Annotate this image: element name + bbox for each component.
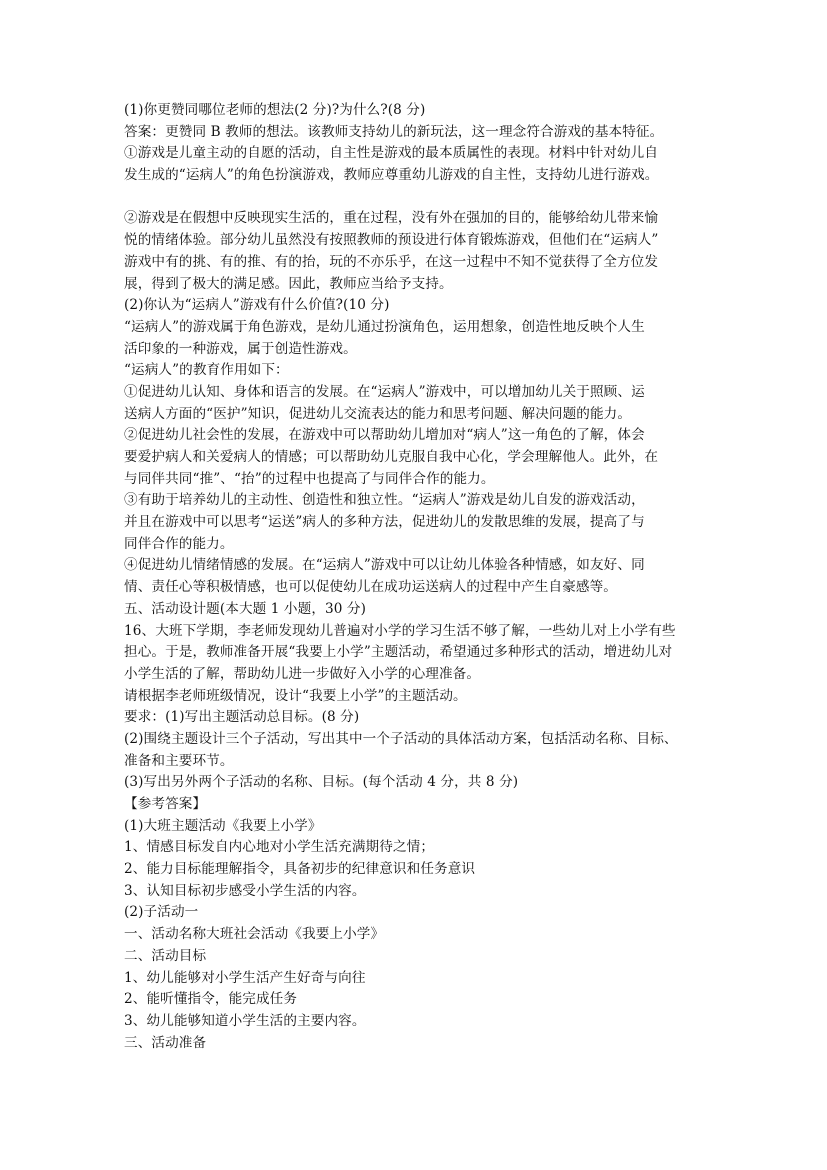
list-item: 3、幼儿能够知道小学生活的主要内容。	[124, 1012, 366, 1029]
paragraph-line: (1)大班主题活动《我要上小学》	[124, 817, 322, 834]
paragraph-line: 展，得到了极大的满足感。因此，教师应当给予支持。	[124, 275, 453, 292]
list-item: 1、幼儿能够对小学生活产生好奇与向往	[124, 969, 366, 986]
paragraph-line: 送病人方面的“医护”知识，促进幼儿交流表达的能力和思考问题、解决问题的能力。	[124, 405, 632, 422]
question-1-line: (1)你更赞同哪位老师的想法(2 分)?为什么?(8 分)	[124, 102, 426, 118]
reference-answer-heading: 【参考答案】	[124, 796, 207, 812]
paragraph-line: 小学生活的了解，帮助幼儿进一步做好入小学的心理准备。	[124, 665, 481, 682]
paragraph-line: 同伴合作的能力。	[124, 535, 234, 552]
paragraph-line: ④促进幼儿情绪情感的发展。在“运病人”游戏中可以让幼儿体验各种情感，如友好、同	[124, 557, 645, 574]
question-16-line: 16、大班下学期，李老师发现幼儿普遍对小学的学习生活不够了解，一些幼儿对上小学有些	[124, 622, 676, 639]
document-page	[124, 100, 714, 1054]
paragraph-line: 并且在游戏中可以思考“运送”病人的多种方法，促进幼儿的发散思维的发展，提高了与	[124, 514, 645, 531]
paragraph-line: 担心。于是，教师准备开展“我要上小学”主题活动，希望通过多种形式的活动，增进幼儿对	[124, 644, 673, 661]
answer-line: 答案：更赞同 B 教师的想法。该教师支持幼儿的新玩法，这一理念符合游戏的基本特征。	[124, 123, 664, 140]
list-item: 2、能听懂指令，能完成任务	[124, 991, 298, 1008]
paragraph-line: “运病人”的游戏属于角色游戏，是幼儿通过扮演角色，运用想象，创造性地反映个人生	[124, 318, 645, 335]
list-item: 3、认知目标初步感受小学生活的内容。	[124, 882, 366, 899]
paragraph-line: ②游戏是在假想中反映现实生活的，重在过程，没有外在强加的目的，能够给幼儿带来愉	[124, 210, 659, 227]
paragraph-line: 与同伴共同“推”、“抬”的过程中也提高了与同伴合作的能力。	[124, 470, 495, 487]
list-item: 2、能力目标能理解指令，具备初步的纪律意识和任务意识	[124, 861, 476, 878]
paragraph-line: 悦的情绪体验。部分幼儿虽然没有按照教师的预设进行体育锻炼游戏，但他们在“运病人”	[124, 232, 659, 249]
section-heading: 五、活动设计题(本大题 1 小题，30 分)	[124, 600, 367, 617]
paragraph-line: “运病人”的教育作用如下：	[124, 362, 289, 379]
paragraph-line: 情、责任心等积极情感，也可以促使幼儿在成功运送病人的过程中产生自豪感等。	[124, 579, 617, 596]
question-2-line: (2)你认为“运病人”游戏有什么价值?(10 分)	[124, 297, 390, 314]
paragraph-line: ①游戏是儿童主动的自愿的活动，自主性是游戏的最本质属性的表现。材料中针对幼儿自	[124, 145, 659, 162]
paragraph-line: 要爱护病人和关爱病人的情感；可以帮助幼儿克服自我中心化，学会理解他人。此外，在	[124, 449, 659, 465]
requirement-line: 准备和主要环节。	[124, 752, 234, 769]
paragraph-line: ①促进幼儿认知、身体和语言的发展。在“运病人”游戏中，可以增加幼儿关于照顾、运	[124, 383, 645, 400]
list-item: 1、情感目标发自内心地对小学生活充满期待之情；	[124, 839, 435, 856]
paragraph-line: 一、活动名称大班社会活动《我要上小学》	[124, 926, 385, 943]
blank-line	[124, 187, 714, 209]
requirement-line: 要求：(1)写出主题活动总目标。(8 分)	[124, 709, 360, 726]
paragraph-line: 发生成的“运病人”的角色扮演游戏，教师应尊重幼儿游戏的自主性，支持幼儿进行游戏。	[124, 167, 659, 184]
requirement-line: (2)围绕主题设计三个子活动，写出其中一个子活动的具体活动方案，包括活动名称、目标、	[124, 730, 678, 747]
requirement-line: (3)写出另外两个子活动的名称、目标。(每个活动 4 分，共 8 分)	[124, 774, 519, 791]
paragraph-line: 请根据李老师班级情况，设计“我要上小学”的主题活动。	[124, 687, 467, 704]
paragraph-line: (2)子活动一	[124, 904, 199, 921]
paragraph-line: 三、活动准备	[124, 1034, 207, 1051]
paragraph-line: 游戏中有的挑、有的推、有的抬，玩的不亦乐乎，在这一过程中不知不觉获得了全方位发	[124, 253, 659, 270]
paragraph-line: 活印象的一种游戏，属于创造性游戏。	[124, 340, 357, 357]
paragraph-line: ③有助于培养幼儿的主动性、创造性和独立性。“运病人”游戏是幼儿自发的游戏活动，	[124, 492, 645, 509]
paragraph-line: 二、活动目标	[124, 947, 207, 964]
paragraph-line: ②促进幼儿社会性的发展，在游戏中可以帮助幼儿增加对“病人”这一角色的了解，体会	[124, 427, 645, 444]
